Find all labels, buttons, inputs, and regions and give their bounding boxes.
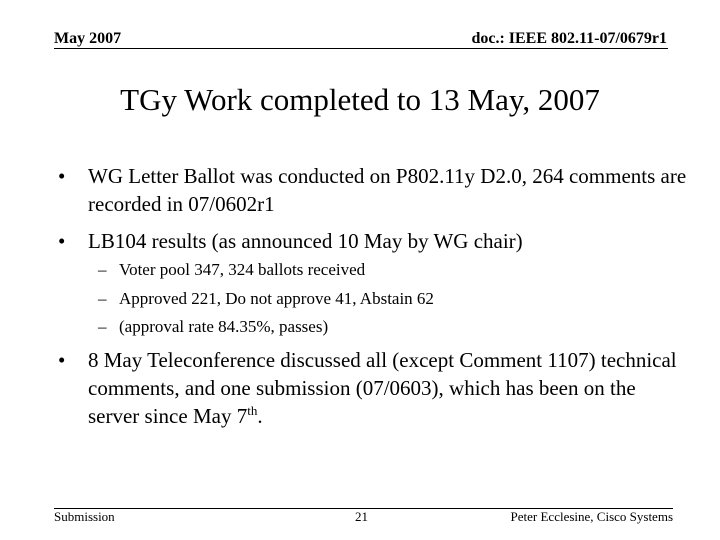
header-doc-id: doc.: IEEE 802.11-07/0679r1	[471, 30, 667, 47]
subbullet-marker: –	[98, 317, 107, 336]
page-number: 21	[355, 509, 368, 524]
subbullet-text: Approved 221, Do not approve 41, Abstain 62	[119, 289, 434, 308]
subbullet-approval-rate	[98, 315, 679, 339]
subbullet-text: (approval rate 84.35%, passes)	[119, 317, 329, 336]
bullet-lb104-results	[58, 227, 688, 255]
subbullet-marker: –	[98, 260, 107, 279]
bullet-text: 8 May Teleconference discussed all (except Comment 1107) technical comments, and one submission (07/0603), which has been on the server since May 7	[88, 348, 677, 428]
subbullet-approved	[98, 287, 679, 311]
subbullet-marker: –	[98, 289, 107, 308]
bullet-teleconference	[58, 346, 688, 430]
header-rule	[54, 48, 668, 49]
footer-submission: Submission	[54, 509, 115, 524]
bullet-period: .	[257, 404, 263, 428]
superscript-th: th	[247, 403, 258, 418]
bullet-marker: •	[58, 348, 66, 372]
subbullet-text: Voter pool 347, 324 ballots received	[119, 260, 366, 279]
footer-author: Peter Ecclesine, Cisco Systems	[510, 509, 673, 524]
bullet-text: LB104 results (as announced 10 May by WG chair)	[88, 229, 523, 253]
header-date: May 2007	[54, 30, 122, 47]
slide-title: TGy Work completed to 13 May, 2007	[120, 82, 600, 117]
subbullet-voter-pool	[98, 258, 679, 282]
bullet-text: WG Letter Ballot was conducted on P802.11y D2.0, 264 comments are recorded in 07/0602r1	[88, 164, 687, 216]
bullet-letter-ballot	[58, 162, 688, 218]
bullet-marker: •	[58, 229, 66, 253]
bullet-marker: •	[58, 164, 66, 188]
